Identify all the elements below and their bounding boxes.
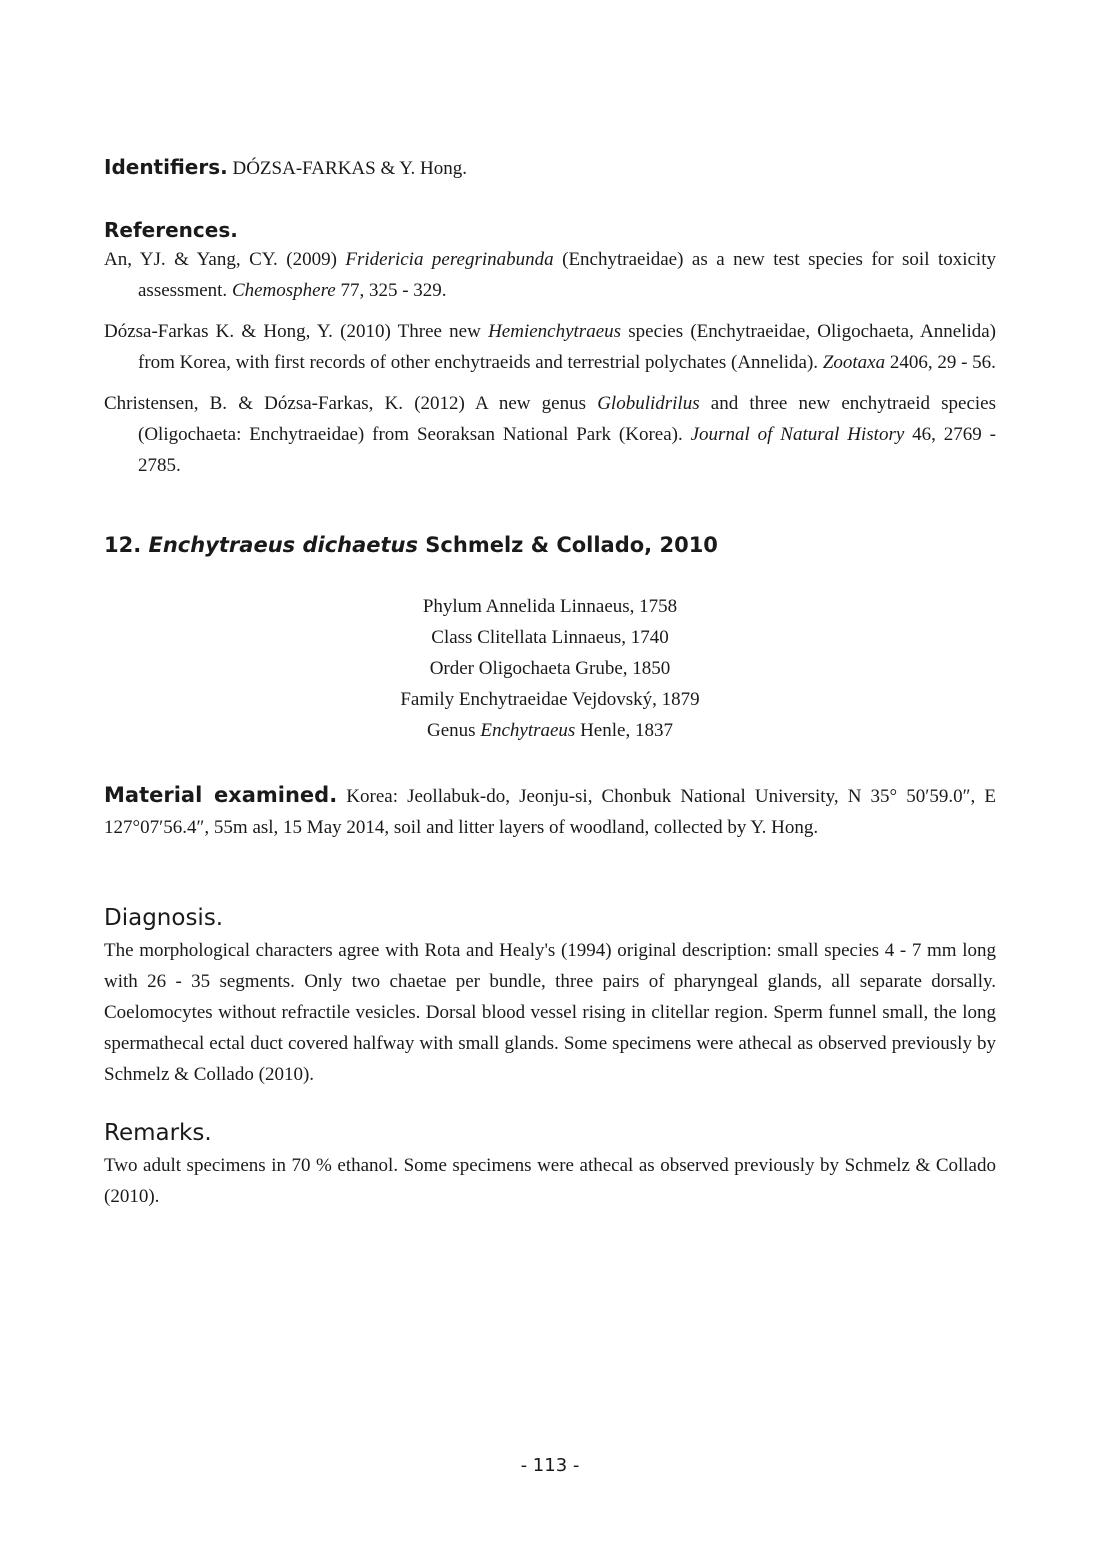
reference-item <box>104 388 996 481</box>
reference-text: 77, 325 - 329. <box>335 280 447 301</box>
species-authority: Schmelz & Collado, 2010 <box>418 533 718 557</box>
diagnosis-heading: Diagnosis. <box>104 905 224 931</box>
reference-journal: Journal of Natural History <box>690 424 905 445</box>
diagnosis-text: The morphological characters agree with Rota and Healy's (1994) original description: small species 4 - 7 mm long with 26 - 35 segments. Only two chaetae per bundle, three pairs of pharyngeal glands, all separate dorsally. Coelomocytes without refractile vesicles. Dorsal blood vessel rising in clitellar region. Sperm funnel small, the long spermathecal ectal duct covered halfway with small glands. Some specimens were athecal as observed previously by Schmelz & Collado (2010). <box>104 940 996 1085</box>
references-heading: References. <box>104 218 238 242</box>
material-text: Korea: Jeollabuk-do, Jeonju-si, Chonbuk National University, N 35° 50′59.0″, E 127°07′56.4″, 55m asl, 15 May 2014, soil and litter layers of woodland, collected by Y. Hong. <box>104 786 997 838</box>
reference-text: and three new enchytraeid species (Oligochaeta: Enchytraeidae) from Seoraksan National Park (Korea). <box>138 393 997 445</box>
reference-text: 2406, 29 - 56. <box>885 352 996 373</box>
material-paragraph <box>104 780 996 843</box>
reference-taxon: Globulidrilus <box>597 393 700 414</box>
taxonomy-block <box>104 591 996 746</box>
taxonomy-genus-authority: Henle, 1837 <box>575 720 673 741</box>
reference-text: Dózsa-Farkas K. & Hong, Y. (2010) Three new <box>104 321 489 342</box>
reference-journal: Zootaxa <box>822 352 886 373</box>
species-heading <box>104 533 996 557</box>
taxonomy-phylum: Phylum Annelida Linnaeus, 1758 <box>422 596 678 617</box>
reference-taxon: Hemienchytraeus <box>488 321 622 342</box>
remarks-text: Two adult specimens in 70 % ethanol. Some specimens were athecal as observed previously by Schmelz & Collado (2010). <box>104 1155 996 1207</box>
reference-text: An, YJ. & Yang, CY. (2009) <box>104 249 346 270</box>
document-page <box>104 152 996 1212</box>
taxonomy-genus-label: Genus <box>427 720 481 741</box>
page-number: - 113 - <box>520 1455 580 1476</box>
taxonomy-class: Class Clitellata Linnaeus, 1740 <box>431 627 669 648</box>
species-number: 12. <box>104 533 149 557</box>
identifiers-paragraph <box>104 152 996 184</box>
taxonomy-order: Order Oligochaeta Grube, 1850 <box>429 658 671 679</box>
reference-text: 46, 2769 - 2785. <box>138 424 996 476</box>
taxonomy-family: Family Enchytraeidae Vejdovský, 1879 <box>400 689 700 710</box>
taxonomy-genus-name: Enchytraeus <box>480 720 576 741</box>
remarks-heading: Remarks. <box>104 1120 212 1146</box>
species-name: Enchytraeus dichaetus <box>148 533 418 557</box>
identifiers-text: DÓZSA-FARKAS & Y. Hong. <box>232 158 468 179</box>
reference-taxon: Fridericia peregrinabunda <box>345 249 554 270</box>
reference-text: species (Enchytraeidae, Oligochaeta, Annelida) from Korea, with first records of other enchytraeids and terrestrial polychates (Annelida). <box>138 321 996 373</box>
references-list <box>104 244 996 481</box>
reference-text: (Enchytraeidae) as a new test species for soil toxicity assessment. <box>138 249 996 301</box>
reference-item <box>104 244 996 306</box>
reference-item <box>104 316 996 378</box>
material-label: Material examined. <box>104 783 338 807</box>
taxonomy-genus <box>104 715 996 746</box>
reference-text: Christensen, B. & Dózsa-Farkas, K. (2012) A new genus <box>104 393 598 414</box>
reference-journal: Chemosphere <box>231 280 336 301</box>
identifiers-label: Identifiers. <box>104 155 228 179</box>
